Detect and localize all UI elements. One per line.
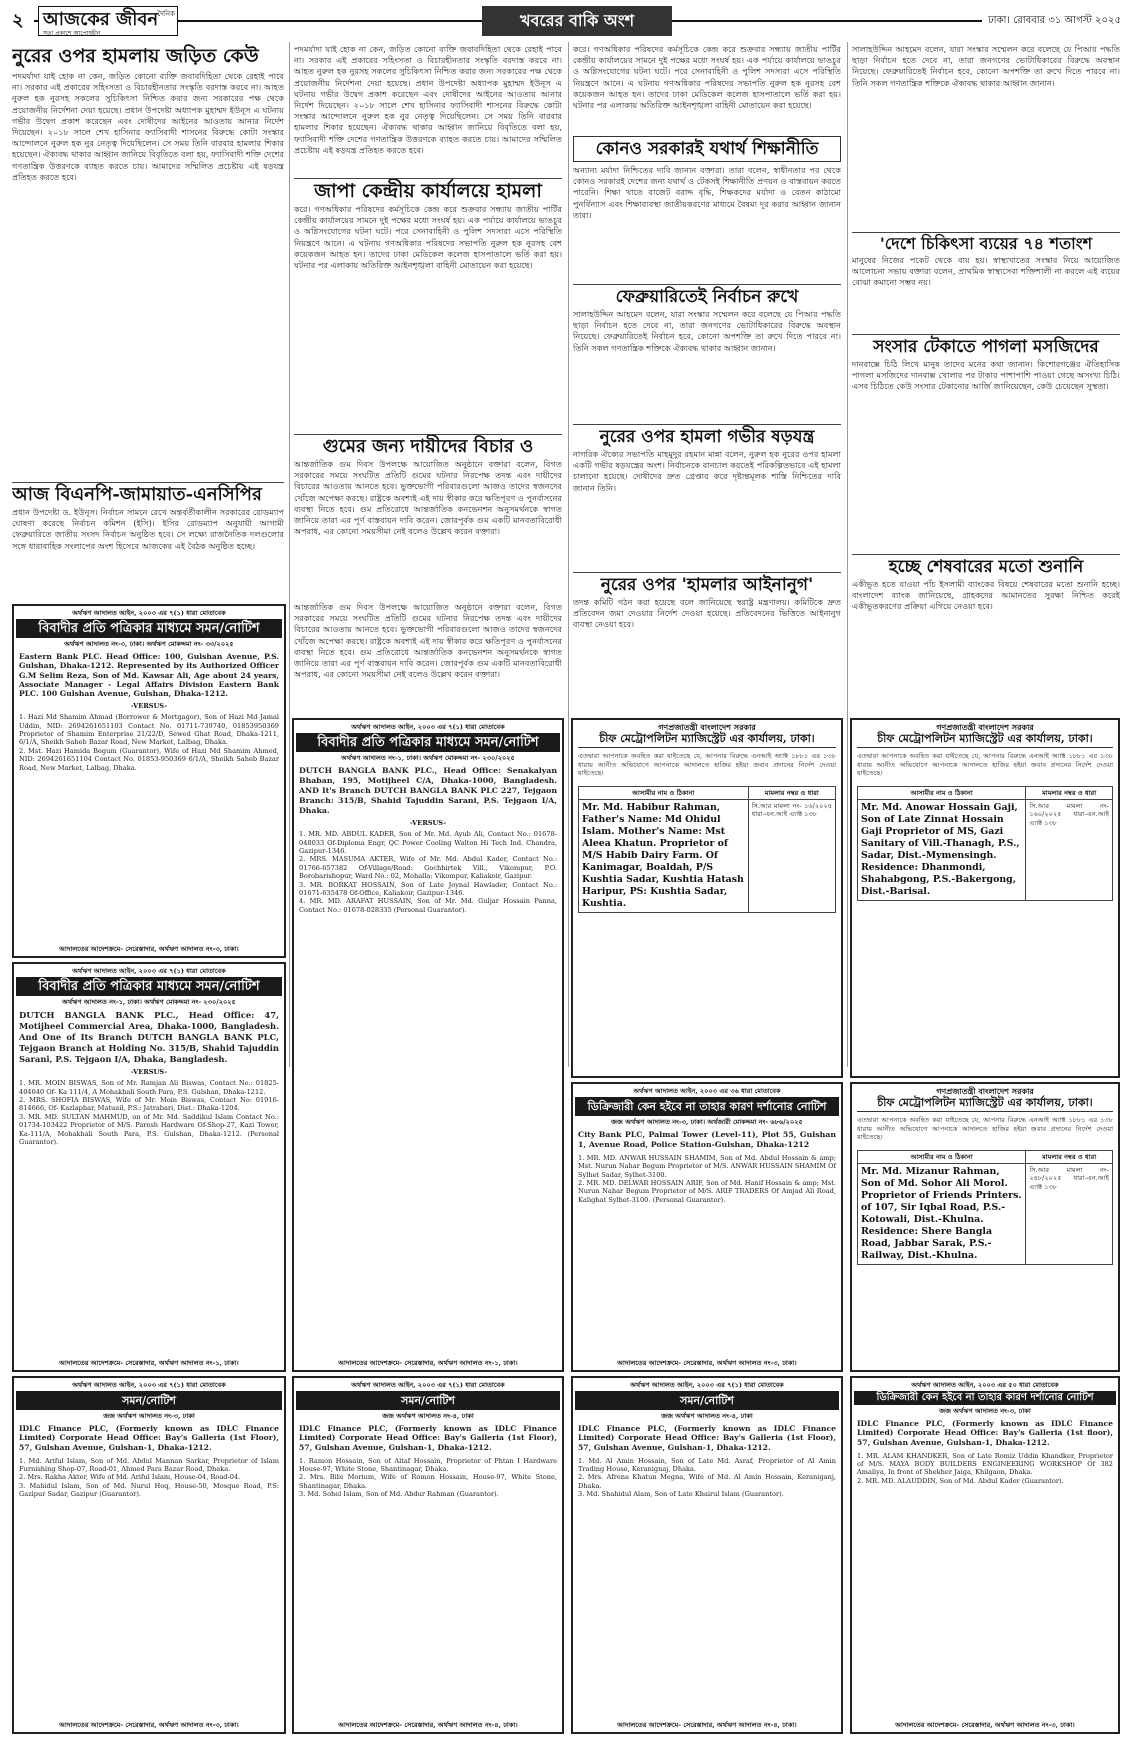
notice-footer: আদালতের আদেশক্রমে- সেরেস্তাদার, অর্থঋণ আদালত নং-৩, ঢাকা। xyxy=(59,944,239,953)
notice-footer: আদালতের আদেশক্রমে- সেরেস্তাদার, অর্থঋণ আদালত নং-৪, ঢাকা। xyxy=(338,1720,518,1729)
notice-plaintiff: IDLC Finance PLC, (Formerly known as IDLC Finance Limited) Corporate Head Office: Bay's Galleria (1st Floor), 57, Gulshan Avenue, Gulshan-1, Dhaka-1212. xyxy=(299,1423,557,1452)
notice-plaintiff: IDLC Finance PLC, (Formerly known as IDLC Finance Limited) Corporate Head Office: Bay's Galleria (1st Floor), 57, Gulshan Avenue, Gulshan-1, Dhaka-1212. xyxy=(578,1423,836,1452)
notice-footer: আদালতের আদেশক্রমে- সেরেস্তাদার, অর্থঋণ আদালত নং-৩, ঢাকা। xyxy=(617,1358,797,1367)
headline: হচ্ছে শেষবারের মতো শুনানি xyxy=(888,557,1084,577)
article-continued-col4 xyxy=(852,44,1120,230)
notice-case-number: অর্থঋণ আদালত নং-১, ঢাকা। অর্থঋণ মোকদ্দমা নং- ২৩০/২০২৫ xyxy=(62,998,236,1007)
article-deep-conspiracy xyxy=(573,424,841,570)
notice-versus: -VERSUS- xyxy=(130,1067,168,1076)
article-body: মানুষের নিজের পকেট থেকে ব্যয় হয়। স্বাস্থ্যখাতের সংস্কার নিয়ে আয়োজিত আলোচনা সভায় বক্তারা বলেন, প্রাথমিক স্বাস্থ্যসেবা শক্তিশালী না করলে এই ব্যয়ের বোঝা কমানো সম্ভব নয়। xyxy=(852,255,1120,288)
article-body: একীভূত হতে যাওয়া পাঁচ ইসলামী ব্যাংকের বিষয়ে শেষবারের মতো শুনানি হচ্ছে। বাংলাদেশ ব্যাংক জানিয়েছে, গ্রাহকদের আমানতের সুরক্ষা নিশ্চিত করেই একীভূতকরণের প্রক্রিয়া এগিয়ে নেওয়া হবে। xyxy=(852,579,1120,612)
article-legal-action xyxy=(573,572,841,714)
notice-court: অর্থঋণ আদালত আইন, ২০০৩ এর ৭(১) ধারা মোতাবেক xyxy=(630,1381,784,1389)
article-body: করে। গণঅধিকার পরিষদের কর্মসূচিকে কেন্দ্র করে শুক্রবার সন্ধ্যায় জাতীয় পার্টির কেন্দ্রীয় কার্যালয়ের সামনে দুই পক্ষের মধ্যে সংঘর্ষ হয়। এক পর্যায়ে কার্যালয়ে ভাঙচুর ও অগ্নিসংযোগের ঘটনা ঘটে। পরে সেনাবাহিনী ও পুলিশ সদস্যরা এসে পরিস্থিতি নিয়ন্ত্রণে আনে। এ ঘটনায় গণঅধিকার পরিষদের সভাপতি নুরুল হক নুরসহ বেশ কয়েকজন আহত হন। তাদের ঢাকা মেডিকেল কলেজ হাসপাতালে ভর্তি করা হয়। ঘটনার পর এলাকায় অতিরিক্ত আইনশৃঙ্খলা বাহিনী মোতায়েন করা হয়েছে। xyxy=(294,204,562,271)
article-body: দানবাক্সে চিঠি লিখে মানুষ তাদের মনের কথা জানান। কিশোরগঞ্জের ঐতিহাসিক পাগলা মসজিদের দানবাক্স খোলার পর টাকার পাশাপাশি পাওয়া গেছে অসংখ্য চিঠি। এসব চিঠিতে কেউ সংসার টেকানোর আর্জি জানিয়েছেন, কেউ চেয়েছেন সুস্থতা। xyxy=(852,359,1120,392)
cmm-court-notice xyxy=(850,1082,1120,1372)
article-body: আন্তর্জাতিক গুম দিবস উপলক্ষে আয়োজিত অনুষ্ঠানে বক্তারা বলেন, বিগত সরকারের সময়ে সংঘটিত প্রতিটি গুমের ঘটনার নিরপেক্ষ তদন্ত এবং দায়ীদের বিচারের আওতায় আনতে হবে। ভুক্তভোগী পরিবারগুলো আজও তাদের স্বজনদের খোঁজে অপেক্ষা করছে। রাষ্ট্রকে অবশ্যই এই দায় স্বীকার করে ক্ষতিপূরণ ও পুনর্বাসনের ব্যবস্থা নিতে হবে। গুম প্রতিরোধে আন্তর্জাতিক কনভেনশন অনুসমর্থনকে স্বাগত জানিয়ে তারা এর পূর্ণ বাস্তবায়ন দাবি করেন। জোরপূর্বক গুম একটি মানবতাবিরোধী অপরাধ, এর কোনো সময়সীমা নেই বলেও উল্লেখ করেন বক্তারা। xyxy=(294,602,562,680)
headline: জাপা কেন্দ্রীয় কার্যালয়ে হামলা xyxy=(314,180,542,202)
article-education-policy xyxy=(573,136,841,282)
article-noor-continued xyxy=(294,44,562,176)
notice-title: সমন/নোটিশ xyxy=(575,1391,839,1410)
table-header: মামলার নম্বর ও ধারা xyxy=(1026,786,1113,799)
court-notice xyxy=(12,962,286,1372)
notice-title: বিবাদীর প্রতি পত্রিকার মাধ্যমে সমন/নোটিশ xyxy=(296,733,560,752)
article-enforced-disappearance xyxy=(294,434,562,600)
case-number: সি.আর মামলা নং- ১৬/২০২৫ ধারা-এন.আই এ্যাক্ট ১৩৮ xyxy=(748,800,835,913)
notice-plaintiff: IDLC Finance PLC, (Formerly known as IDLC Finance Limited) Corporate Head Office: Bay's Galleria (1st floor), 57, Gulshan Avenue, Gulshan-1, Dhaka-1212. xyxy=(857,1418,1113,1447)
notice-government: গণপ্রজাতন্ত্রী বাংলাদেশ সরকার xyxy=(936,1086,1034,1096)
article-pagla-mosque xyxy=(852,334,1120,552)
headline: ফেব্রুয়ারিতেই নির্বাচন রুখে xyxy=(615,287,799,307)
article-health-cost xyxy=(852,232,1120,332)
table-header: আসামীর নাম ও ঠিকানা xyxy=(858,786,1026,799)
notice-plaintiff: Eastern Bank PLC. Head Office: 100, Gulshan Avenue, P.S. Gulshan, Dhaka-1212. Represented by its Authorized Officer G.M Selim Reza, Son of Md. Kawsar Ali, Age about 24 years, Associate Manager - Legal Affairs Division Eastern Bank PLC. 100 Gulshan Avenue, Gulshan, Dhaka-1212. xyxy=(19,651,279,699)
notice-plaintiff: IDLC Finance PLC, (Formerly known as IDLC Finance Limited) Corporate Head Office: Bay's Galleria (1st Floor), 57, Gulshan Avenue, Gulshan-1, Dhaka-1212. xyxy=(19,1423,279,1452)
cmm-court-notice xyxy=(850,718,1120,1078)
court-notice xyxy=(571,1082,843,1372)
notice-body: এতদ্বারা আপনাকে অবহিত করা যাইতেছে যে, আপনার বিরুদ্ধে এনআই অ্যাক্ট ১৮৮১ এর ১৩৮ ধারায় আনীত অভিযোগে আপনাকে আদালতে হাজির হইয়া জবাব প্রদানের নির্দেশ দেওয়া যাইতেছে। xyxy=(857,1116,1113,1142)
newspaper-logo xyxy=(38,6,178,36)
notice-versus: -VERSUS- xyxy=(409,818,447,827)
logo-name: আজকের জীবন xyxy=(43,9,159,30)
section-label: খবরের বাকি অংশ xyxy=(482,6,672,36)
article-body: সালাহউদ্দিন আহমেদ বলেন, যারা সংস্কার সম্মেলন করে বলেছে যে পিআর পদ্ধতি ছাড়া নির্বাচন হতে দেবে না, তারা জনগণের ভোটাধিকারের বিরুদ্ধে অবস্থান নিয়েছে। ফেব্রুয়ারিতেই নির্বাচন হবে, কোনো অপশক্তি তা রুখে দিতে পারবে না। তিনি সকল গণতান্ত্রিক শক্তিকে ঐক্যবদ্ধ থাকার আহ্বান জানান। xyxy=(573,309,841,353)
headline: কোনও সরকারই যথার্থ শিক্ষানীতি xyxy=(573,136,841,162)
notice-case-number: জজ অর্থঋণ আদালত নং-৪, ঢাকা xyxy=(661,1412,753,1421)
notice-body: এতদ্বারা আপনাকে অবহিত করা যাইতেছে যে, আপনার বিরুদ্ধে এনআই অ্যাক্ট ১৮৮১ এর ১৩৮ ধারায় আনীত অভিযোগে আপনাকে আদালতে হাজির হইয়া জবাব প্রদানের নির্দেশ দেওয়া যাইতেছে। xyxy=(857,752,1113,778)
article-bnp-jamaat xyxy=(12,482,284,600)
accused-name: Mr. Md. Anowar Hossain Gaji, Son of Late Zinnat Hossain Gaji Proprietor of MS, Gazi Sanitary of Vill.-Thanagh, P.S., Sadar, Dist.-Mymensingh. Residence: Dhanmondi, Shahabgong, P.S.-Bakergong, Dist.-Barisal. xyxy=(858,800,1026,901)
headline: নুরের ওপর 'হামলার আইনানুগ' xyxy=(600,575,814,595)
article-noor-attack xyxy=(12,44,284,480)
article-body: করে। গণঅধিকার পরিষদের কর্মসূচিকে কেন্দ্র করে শুক্রবার সন্ধ্যায় জাতীয় পার্টির কেন্দ্রীয় কার্যালয়ের সামনে দুই পক্ষের মধ্যে সংঘর্ষ হয়। এক পর্যায়ে কার্যালয়ে ভাঙচুর ও অগ্নিসংযোগের ঘটনা ঘটে। পরে সেনাবাহিনী ও পুলিশ সদস্যরা এসে পরিস্থিতি নিয়ন্ত্রণে আনে। এ ঘটনায় গণঅধিকার পরিষদের সভাপতি নুরুল হক নুরসহ বেশ কয়েকজন আহত হন। তাদের ঢাকা মেডিকেল কলেজ হাসপাতালে ভর্তি করা হয়। ঘটনার পর এলাকায় অতিরিক্ত আইনশৃঙ্খলা বাহিনী মোতায়েন করা হয়েছে। xyxy=(573,44,841,111)
masthead xyxy=(12,6,1121,36)
notice-court: চীফ মেট্রোপলিটন ম্যাজিস্ট্রেট এর কার্যালয়, ঢাকা। xyxy=(578,731,836,748)
accused-name: Mr. Md. Mizanur Rahman, Son of Md. Sohor Ali Morol. Proprietor of Friends Printers. of 107, Sir Iqbal Road, P.S.-Kotowali, Dist.-Khulna. Residence: Shere Bangla Road, Jabbar Sarak, P.S.-Railway, Dist.-Khulna. xyxy=(858,1164,1026,1265)
article-body: অন্যান্য মর্যাদা নিশ্চিতের দাবি জানান বক্তারা। তারা বলেন, স্বাধীনতার পর থেকে কোনও সরকারই দেশের জন্য যথার্থ ও টেকসই শিক্ষানীতি প্রণয়ন ও বাস্তবায়ন করতে পারেনি। শিক্ষা খাতে বাজেট বরাদ্দ বৃদ্ধি, শিক্ষকদের মর্যাদা ও বেতন কাঠামো পুনর্বিন্যাস এবং শিক্ষাব্যবস্থা জাতীয়করণের মাধ্যমে বৈষম্য দূর করার আহ্বান জানান তারা। xyxy=(573,165,841,220)
headline: আজ বিএনপি-জামায়াত-এনসিপির xyxy=(12,484,262,505)
logo-small-text: দৈনিক xyxy=(157,10,175,18)
article-japa-office xyxy=(294,178,562,432)
article-continued-col3 xyxy=(573,44,841,134)
dateline: ঢাকা। রোববার ৩১ আগস্ট ২০২৫ xyxy=(982,6,1121,36)
article-body: পদমর্যাদা যাই হোক না কেন, জড়িত কোনো ব্যক্তি জবাবদিহিতা থেকে রেহাই পাবে না। সরকার এই প্রকারের সহিংসতা ও বিচারহীনতার সংস্কৃতি বরদাস্ত করবে না। আহত নুরুল হক নুরসহ সকলের সুচিকিৎসা নিশ্চিত করার জন্য সরকারের পক্ষ থেকে প্রয়োজনীয় নির্দেশনা দেয়া হয়েছে। প্রধান উপদেষ্টা অধ্যাপক মুহাম্মদ ইউনূস এ ঘটনায় গভীর উদ্বেগ প্রকাশ করেছেন এবং দোষীদের আইনের আওতায় আনার নির্দেশ দিয়েছেন। ২০১৮ সালে শেখ হাসিনার ফ্যাসিবাদী শাসনের বিরুদ্ধে কোটা সংস্কার আন্দোলনে নুরুল হক নুর নেতৃত্ব দিয়েছিলেন। সে সময় তিনি বারবার হামলার শিকার হয়েছেন। ঐক্যবদ্ধ থাকার আহ্বান জানিয়ে বিবৃতিতে বলা হয়, ফ্যাসিবাদী শক্তি দেশের গণতান্ত্রিক উত্তরণকে ব্যাহত করতে চায়। আমাদের সম্মিলিত প্রচেষ্টায় এই ষড়যন্ত্র প্রতিহত করতে হবে। xyxy=(294,44,562,155)
court-notice xyxy=(292,718,564,1372)
notice-court: অর্থঋণ আদালত আইন, ২০০৩ এর ৭(১) ধারা মোতাবেক xyxy=(72,1381,226,1389)
notice-footer: আদালতের আদেশক্রমে- সেরেস্তাদার, অর্থঋণ আদালত নং-১, ঢাকা। xyxy=(59,1358,239,1367)
headline: গুমের জন্য দায়ীদের বিচার ও xyxy=(322,436,534,457)
article-disappearance-continued xyxy=(294,602,562,714)
notice-case-number: জজ অর্থঋণ আদালত নং-৩, ঢাকা xyxy=(939,1407,1031,1416)
notice-defendants: 1. Md. Ariful Islam, Son of Md. Abdul Mannan Sarkar, Proprietor of Islam Furnishing Shop-07, Road-01, Ahmed Para Bazar Road, Dhaka. 2. Mrs. Rakha Akter, Wife of Md. Ariful Islam, House-04, Road-04. 3. Mahidul Islam, Son of Md. Nurul Hoq, House-50, Mosque Road, P.S: Gazipur Sadar, Gazipur (Guarantor). xyxy=(19,1456,279,1499)
notice-government: গণপ্রজাতন্ত্রী বাংলাদেশ সরকার xyxy=(658,722,756,732)
notice-footer: আদালতের আদেশক্রমে- সেরেস্তাদার, অর্থঋণ আদালত নং-৪, ঢাকা। xyxy=(617,1720,797,1729)
page-number: ২ xyxy=(12,6,34,36)
accused-table xyxy=(857,786,1113,901)
article-body: আন্তর্জাতিক গুম দিবস উপলক্ষে আয়োজিত অনুষ্ঠানে বক্তারা বলেন, বিগত সরকারের সময়ে সংঘটিত প্রতিটি গুমের ঘটনার নিরপেক্ষ তদন্ত এবং দায়ীদের বিচারের আওতায় আনতে হবে। ভুক্তভোগী পরিবারগুলো আজও তাদের স্বজনদের খোঁজে অপেক্ষা করছে। রাষ্ট্রকে অবশ্যই এই দায় স্বীকার করে ক্ষতিপূরণ ও পুনর্বাসনের ব্যবস্থা নিতে হবে। গুম প্রতিরোধে আন্তর্জাতিক কনভেনশন অনুসমর্থনকে স্বাগত জানিয়ে তারা এর পূর্ণ বাস্তবায়ন দাবি করেন। জোরপূর্বক গুম একটি মানবতাবিরোধী অপরাধ, এর কোনো সময়সীমা নেই বলেও উল্লেখ করেন বক্তারা। xyxy=(294,459,562,537)
notice-defendants: 1. Ramon Hossain, Son of Altaf Hossain, Proprietor of Phtan I Hardware House-97, White Stone, Shantinagar, Dhaka. 2. Mrs. Bibi Morium, Wife of Romon Hossain, House-97, White Stone, Shantinagar, Dhaka. 3. Md. Sohel Islam, Son of Md. Abdur Rahman (Guarantor). xyxy=(299,1456,557,1499)
notice-defendants: 1. Md. Al Amin Hossain, Son of Late Md. Asraf, Proprietor of Al Amin Trading House, Keranignaj, Dhaka. 2. Mrs. Afrena Khatun Megna, Wife of Md. Al Amin Hossain, Keraniganj, Dhaka. 3. Md. Shahidul Alam, Son of Late Khairul Islam (Guarantor). xyxy=(578,1456,836,1499)
notice-defendants: 1. MR. MD. ANWAR HUSSAIN SHAMIM, Son of Md. Abdul Hossain & amp; Mst. Nurun Nahar Begum Proprietor of M/S. ANWAR HUSSAIN SHAMIM Of Sylhet Sadar, Sylhet-3100. 2. MR. MD. DELWAR HOSSAIN ARIF, Son of Md. Hanif Hossain & amp; Mst. Nurun Nahar Begum Proprietor of M/S. ARIF TRADERS Of Amjad Ali Road, Kalighat Sylhet-3100. (Personal Guarantor). xyxy=(578,1153,836,1204)
article-february-election xyxy=(573,284,841,422)
court-notice xyxy=(850,1376,1120,1734)
court-notice xyxy=(571,1376,843,1734)
notice-court: চীফ মেট্রোপলিটন ম্যাজিস্ট্রেট এর কার্যালয়, ঢাকা। xyxy=(857,731,1113,748)
notice-case-number: জজ অর্থঋণ আদালত নং-৩, ঢাকা xyxy=(103,1412,195,1421)
notice-court: অর্থঋণ আদালত আইন, ২০০৩ এর ৩৬ ধারা মোতাবেক xyxy=(633,1087,781,1095)
article-body: প্রধান উপদেষ্টা ড. ইউনূস। নির্বাচন সামনে রেখে অন্তর্বর্তীকালীন সরকারের রোডম্যাপ ঘোষণা করেছে নির্বাচন কমিশন (ইসি)। ইসির রোডম্যাপ অনুযায়ী আগামী ফেব্রুয়ারিতে জাতীয় সংসদ নির্বাচন অনুষ্ঠিত হবে। সে লক্ষ্যে রাজনৈতিক দলগুলোর সঙ্গে ধারাবাহিক সংলাপের অংশ হিসেবে আজকের এই বৈঠক অনুষ্ঠিত হচ্ছে। xyxy=(12,507,284,551)
notice-court: অর্থঋণ আদালত আইন, ২০০৩ এর ৫০ ধারা মোতাবেক xyxy=(911,1381,1059,1389)
headline: নুরের ওপর হামলা গভীর ষড়যন্ত্র xyxy=(599,427,815,447)
accused-table xyxy=(857,1150,1113,1265)
table-header: মামলার নম্বর ও ধারা xyxy=(748,786,835,799)
notice-versus: -VERSUS- xyxy=(130,701,168,710)
notice-footer: আদালতের আদেশক্রমে- সেরেস্তাদার, অর্থঋণ আদালত নং-৩, ঢাকা। xyxy=(895,1720,1075,1729)
article-last-hearing xyxy=(852,554,1120,714)
notice-court: অর্থঋণ আদালত আইন, ২০০৩ এর ৭(১) ধারা মোতাবেক xyxy=(351,1381,505,1389)
accused-table xyxy=(578,786,836,913)
headline: সংসার টেকাতে পাগলা মসজিদের xyxy=(873,337,1099,357)
article-body: নাগরিক ঐক্যের সভাপতি মাহমুদুর রহমান মান্না বলেন, নুরুল হক নুরের ওপর হামলা একটি গভীর ষড়যন্ত্রের অংশ। নির্বাচনকে বানচাল করতেই পরিকল্পিতভাবে এই হামলা চালানো হয়েছে। দোষীদের দ্রুত গ্রেপ্তার করে দৃষ্টান্তমূলক শাস্তি নিশ্চিতের দাবি জানান তিনি। xyxy=(573,449,841,493)
notice-footer: আদালতের আদেশক্রমে- সেরেস্তাদার, অর্থঋণ আদালত নং-৩, ঢাকা। xyxy=(59,1720,239,1729)
notice-plaintiff: City Bank PLC, Palmal Tower (Level-11), Plot 55, Gulshan 1, Avenue Road, Police Station-Gulshan, Dhaka-1212 xyxy=(578,1129,836,1149)
notice-title: বিবাদীর প্রতি পত্রিকার মাধ্যমে সমন/নোটিশ xyxy=(16,619,282,638)
notice-court: অর্থঋণ আদালত আইন, ২০০৩ এর ৭(১) ধারা মোতাবেক xyxy=(72,609,226,617)
cmm-court-notice xyxy=(571,718,843,1078)
notice-title: সমন/নোটিশ xyxy=(296,1391,560,1410)
court-notice xyxy=(12,604,286,958)
notice-body: এতদ্বারা আপনাকে অবহিত করা যাইতেছে যে, আপনার বিরুদ্ধে এনআই অ্যাক্ট ১৮৮১ এর ১৩৮ ধারায় আনীত অভিযোগে আপনাকে আদালতে হাজির হইয়া জবাব প্রদানের নির্দেশ দেওয়া যাইতেছে। xyxy=(578,752,836,778)
article-body: তদন্ত কমিটি গঠন করা হয়েছে বলে জানিয়েছে স্বরাষ্ট্র মন্ত্রণালয়। কমিটিকে দ্রুত প্রতিবেদন জমা দেওয়ার নির্দেশ দেওয়া হয়েছে। প্রতিবেদনের ভিত্তিতে আইনানুগ ব্যবস্থা নেওয়া হবে। xyxy=(573,597,841,630)
column-divider xyxy=(289,42,290,1067)
logo-tagline: সত্য প্রকাশে আপোষহীন xyxy=(43,30,101,37)
notice-defendants: 1. MR. MD. ABDUL KADER, Son of Mr. Md. Ayub Ali, Contact No.: 01678-048033 Of-Diploma Engr, QC Power Cooling Walton Hi Tech Ind. Chandra, Gazipur-1346. 2. MRS. MASUMA AKTER, Wife of Mr. Md. Abdul Kader, Contact No.: 01766-657382 Of-Village/Road: Gochhirtek Vill., Vikompur, P.O. Borobarishopur, Ward No.: 02, Mohalla: Vikompur, Kaliakoir, Gazipur. 3. MR. BORKAT HOSSAIN, Son of Late Joynal Hawlader, Contact No.: 01671-635478 Of-Office, Kaliakoir, Gazipur-1346. 4. MR. MD. ARAFAT HUSSAIN, Son of Mr. Md. Guljar Hossain Panna, Contact No.: 01678-028335 (Personal Guarantor). xyxy=(299,830,557,914)
article-body: সালাহউদ্দিন আহমেদ বলেন, যারা সংস্কার সম্মেলন করে বলেছে যে পিআর পদ্ধতি ছাড়া নির্বাচন হতে দেবে না, তারা জনগণের ভোটাধিকারের বিরুদ্ধে অবস্থান নিয়েছে। ফেব্রুয়ারিতেই নির্বাচন হবে, কোনো অপশক্তি তা রুখে দিতে পারবে না। তিনি সকল গণতান্ত্রিক শক্তিকে ঐক্যবদ্ধ থাকার আহ্বান জানান। xyxy=(852,44,1120,88)
notice-government: গণপ্রজাতন্ত্রী বাংলাদেশ সরকার xyxy=(936,722,1034,732)
column-divider xyxy=(568,42,569,1067)
table-header: আসামীর নাম ও ঠিকানা xyxy=(858,1150,1026,1163)
notice-defendants: 1. MR. ALAM KHANDKER, Son of Late Romiz Uddin Khandker, Proprietor of M/S. MAYA BODY BUILDERS ENGINEERING WORKSHOP Of 382 Amaliya, In front of Shekher Jaiga, Khilgaon, Dhaka. 2. MR. MD. ALAUDDIN, Son of Md. Abdul Kader (Guarantor). xyxy=(857,1451,1113,1485)
table-header: মামলার নম্বর ও ধারা xyxy=(1026,1150,1113,1163)
notice-defendants: 1. Hazi Md Shamim Ahmad (Borrower & Mortgagor), Son of Hazi Md Jamal Uddin, NID: 2694261651103 Contact No. 01711-739740, 01853950369 Proprietor of Shamim Enterprise 21/22/D, Sewed Ghat Road, Dhaka-1211, 6/1/A, Sheikh Saheb Bazar Road, New Market, Lalbag, Dhaka. 2. Mst. Hazi Hamida Begum (Guarantor), Wife of Hazi Md Shamim Ahmed, NID: 2694261651104 Contact No. 01853-950369 6/1/A, Sheikh Saheb Bazar Road, New Market, Lalbag, Dhaka. xyxy=(19,713,279,772)
notice-court: চীফ মেট্রোপলিটন ম্যাজিস্ট্রেট এর কার্যালয়, ঢাকা। xyxy=(857,1095,1113,1112)
notice-case-number: অর্থঋণ আদালত নং-৩, ঢাকা। অর্থঋণ মোকদ্দমা নং- ৩৩/২০২৫ xyxy=(64,640,234,649)
headline: 'দেশে চিকিৎসা ব্যয়ের ৭৪ শতাংশ xyxy=(879,234,1093,253)
notice-title: ডিক্রিজারী কেন হইবে না তাহার কারণ দর্শানোর নোটিশ xyxy=(575,1097,839,1116)
notice-plaintiff: DUTCH BANGLA BANK PLC., Head Office: Senakalyan Bhaban, 195, Motijheel C/A, Dhaka-1000, Bangladesh. AND It's Branch DUTCH BANGLA BANK PLC 227, Tejgaon Branch: 315/B, Shahid Tajuddin Sarani, P.S. Tejgaon I/A, Dhaka. xyxy=(299,765,557,815)
column-divider xyxy=(847,42,848,1067)
notice-court: অর্থঋণ আদালত আইন, ২০০৩ এর ৭(১) ধারা মোতাবেক xyxy=(72,967,226,975)
notice-title: সমন/নোটিশ xyxy=(16,1391,282,1410)
notice-defendants: 1. MR. MOIN BISWAS, Son of Mr. Ramjan Ali Biswas, Contact No.: 01825-404040 Of- Ka 111/4, A Mohakhali South Para, P.S. Gulshan, Dhaka-1212. 2. MRS. SHOFIA BISWAS, Wife of Mr. Moin Biswas, Contact No: 01916-814666, Of- Kazlaphar, Matuail, P.S.: Jatrabari, Dist.: Dhaka-1204. 3. MR. MD. SULTAN MAHMUD, on of Mr. Md. Saddikul Islam Contact No.: 01734-103422 Proprietor of M/S. Paresh Hardware Of-Shop-27, Kazi Tower, Ka-111/A, Mohakhali South Para, P.S. Gulshan, Dhaka-1212. (Personal Guarantor). xyxy=(19,1079,279,1147)
notice-title: বিবাদীর প্রতি পত্রিকার মাধ্যমে সমন/নোটিশ xyxy=(16,977,282,996)
article-body: পদমর্যাদা যাই হোক না কেন, জড়িত কোনো ব্যক্তি জবাবদিহিতা থেকে রেহাই পাবে না। সরকার এই প্রকারের সহিংসতা ও বিচারহীনতার সংস্কৃতি বরদাস্ত করবে না। আহত নুরুল হক নুরসহ সকলের সুচিকিৎসা নিশ্চিত করার জন্য সরকারের পক্ষ থেকে প্রয়োজনীয় নির্দেশনা দেয়া হয়েছে। প্রধান উপদেষ্টা অধ্যাপক মুহাম্মদ ইউনূস এ ঘটনায় গভীর উদ্বেগ প্রকাশ করেছেন এবং দোষীদের আইনের আওতায় আনার নির্দেশ দিয়েছেন। ২০১৮ সালে শেখ হাসিনার ফ্যাসিবাদী শাসনের বিরুদ্ধে কোটা সংস্কার আন্দোলনে নুরুল হক নুর নেতৃত্ব দিয়েছিলেন। সে সময় তিনি বারবার হামলার শিকার হয়েছেন। ঐক্যবদ্ধ থাকার আহ্বান জানিয়ে বিবৃতিতে বলা হয়, ফ্যাসিবাদী শক্তি দেশের গণতান্ত্রিক উত্তরণকে ব্যাহত করতে চায়। আমাদের সম্মিলিত প্রচেষ্টায় এই ষড়যন্ত্র প্রতিহত করতে হবে। xyxy=(12,71,284,182)
notice-court: অর্থঋণ আদালত আইন, ২০০৩ এর ৭(১) ধারা মোতাবেক xyxy=(351,723,505,731)
notice-case-number: জজ অর্থঋণ আদালত নং-৩, ঢাকা। অর্থজারী মোকদ্দমা নং- ৬৮৬/২০২৫ xyxy=(611,1118,803,1127)
notice-plaintiff: DUTCH BANGLA BANK PLC., Head Office: 47, Motijheel Commercial Area, Dhaka-1000, Bangladesh. And One of Its Branch DUTCH BANGLA BANK PLC, Tejgaon Branch at Holding No. 315/B, Shahid Tajuddin Sarani, P.S. Tejgaon I/A, Dhaka, Bangladesh. xyxy=(19,1009,279,1064)
table-header: আসামীর নাম ও ঠিকানা xyxy=(579,786,749,799)
case-number: সি.আর মামলা নং- ২৪৮/২০২৫ ধারা-এন.আই এ্যাক্ট ১৩৮ xyxy=(1026,1164,1113,1265)
notice-title: ডিক্রিজারী কেন হইবে না তাহার কারণ দর্শানোর নোটিশ xyxy=(854,1391,1116,1405)
headline: নুরের ওপর হামলায় জড়িত কেউ xyxy=(12,45,259,67)
court-notice xyxy=(12,1376,286,1734)
case-number: সি.আর মামলা নং- ১৬০/২০২৫ ধারা-এন.আই এ্যাক্ট ১৩৮ xyxy=(1026,800,1113,901)
notice-case-number: অর্থঋণ আদালত নং-১, ঢাকা। অর্থঋণ মোকদ্দমা নং- ২৩০/২০২৫ xyxy=(341,754,515,763)
accused-name: Mr. Md. Habibur Rahman, Father's Name: Md Ohidul Islam. Mother's Name: Mst Aleea Khatun. Proprietor of M/S Habib Dairy Farm. Of Kanimagar, Boaldah, P/S Kushtia Sadar, Kushtia Hatash Haripur, PS: Kushtia Sadar, Kushtia. xyxy=(579,800,749,913)
notice-footer: আদালতের আদেশক্রমে- সেরেস্তাদার, অর্থঋণ আদালত নং-১, ঢাকা। xyxy=(338,1358,518,1367)
court-notice xyxy=(292,1376,564,1734)
notice-case-number: জজ অর্থঋণ আদালত নং-৪, ঢাকা xyxy=(382,1412,474,1421)
